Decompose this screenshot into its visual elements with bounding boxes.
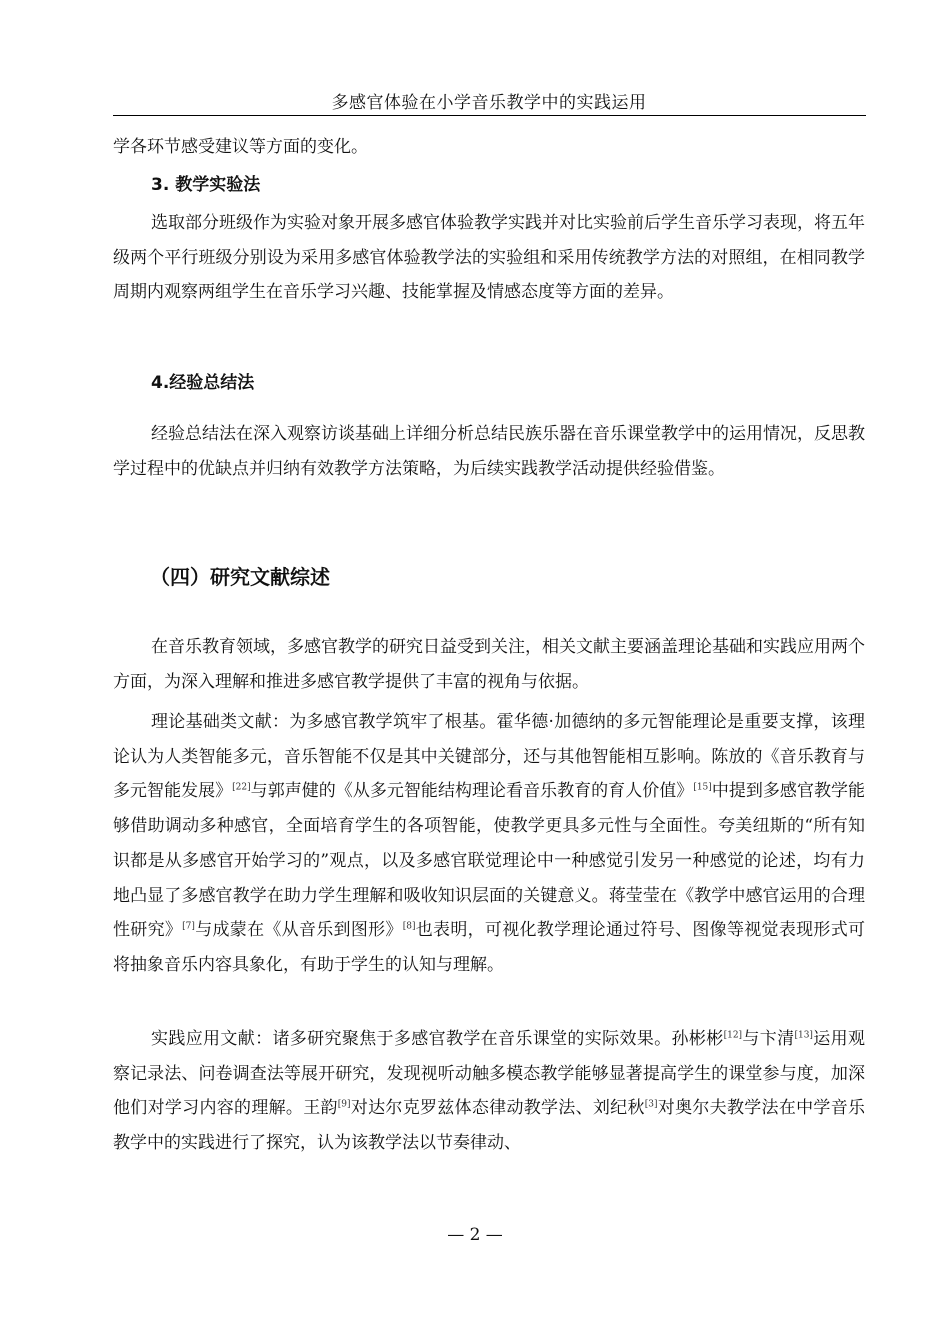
section-heading: （四）研究文献综述 xyxy=(150,565,330,589)
header-rule xyxy=(113,115,866,116)
practice-text-4: 对达尔克罗兹体态律动教学法、刘纪秋 xyxy=(350,1098,645,1119)
citation-ref: [8] xyxy=(402,921,416,932)
running-header: 多感官体验在小学音乐教学中的实践运用 xyxy=(331,93,647,113)
continuation-paragraph: 学各环节感受建议等方面的变化。 xyxy=(113,137,368,157)
theory-text-3: 中提到多感官教学能够借助调动多种感官，全面培育学生的各项智能，使教学更具多元性与全面性。夸美纽斯的“所有知识都是从多感官开始学习的”观点，以及多感官联觉理论中一种感觉引发另一种感觉的论述，均有力地凸显了多感官教学在助力学生理解和吸收知识层面的关键意义。蒋莹莹在《教学中感官运用的合理性研究》 xyxy=(113,781,866,941)
theory-text-2: 与郭声健的《从多元智能结构理论看音乐教育的育人价值》 xyxy=(250,781,694,802)
theory-text-1: 理论基础类文献：为多感官教学筑牢了根基。霍华德·加德纳的多元智能理论是重要支撑，该理论认为人类智能多元，音乐智能不仅是其中关键部分，还与其他智能相互影响。陈放的《音乐教育与多元智能发展》 xyxy=(113,712,865,802)
practice-literature-paragraph xyxy=(113,1022,865,1161)
practice-text-2: 与卞清 xyxy=(742,1029,795,1049)
citation-ref: [7] xyxy=(182,921,195,932)
page-number: — 2 — xyxy=(447,1225,503,1245)
method4-paragraph: 经验总结法在深入观察访谈基础上详细分析总结民族乐器在音乐课堂教学中的运用情况，反思教学过程中的优缺点并归纳有效教学方法策略，为后续实践教学活动提供经验借鉴。 xyxy=(113,424,865,479)
theory-literature-paragraph xyxy=(113,705,865,983)
citation-ref: [13] xyxy=(794,1030,813,1041)
citation-ref: [12] xyxy=(723,1030,743,1041)
practice-text-5: 对奥尔夫教学法在中学音乐教学中的实践进行了探究，认为该教学法以节奏律动、 xyxy=(113,1098,866,1154)
theory-text-4: 与成蒙在《从音乐到图形》 xyxy=(194,920,403,941)
literature-intro-paragraph: 在音乐教育领域，多感官教学的研究日益受到关注，相关文献主要涵盖理论基础和实践应用两个方面，为深入理解和推进多感官教学提供了丰富的视角与依据。 xyxy=(113,637,865,692)
practice-text-3: 运用观察记录法、问卷调查法等展开研究，发现视听动触多模态教学能够显著提高学生的课堂参与度，加深他们对学习内容的理解。王韵 xyxy=(113,1029,866,1119)
method3-paragraph: 选取部分班级作为实验对象开展多感官体验教学实践并对比实验前后学生音乐学习表现，将五年级两个平行班级分别设为采用多感官体验教学法的实验组和采用传统教学方法的对照组，在相同教学周期内观察两组学生在音乐学习兴趣、技能掌握及情感态度等方面的差异。 xyxy=(113,213,865,303)
method4-heading: 4.经验总结法 xyxy=(151,373,255,393)
citation-ref: [3] xyxy=(644,1099,658,1110)
citation-ref: [15] xyxy=(693,782,712,793)
practice-text-1: 实践应用文献：诸多研究聚焦于多感官教学在音乐课堂的实际效果。孙彬彬 xyxy=(151,1029,724,1049)
citation-ref: [22] xyxy=(232,782,251,793)
citation-ref: [9] xyxy=(337,1099,351,1110)
theory-text-5: 也表明，可视化教学理论通过符号、图像等视觉表现形式可将抽象音乐内容具象化，有助于学生的认知与理解。 xyxy=(113,920,866,975)
method3-heading: 3. 教学实验法 xyxy=(151,175,261,195)
